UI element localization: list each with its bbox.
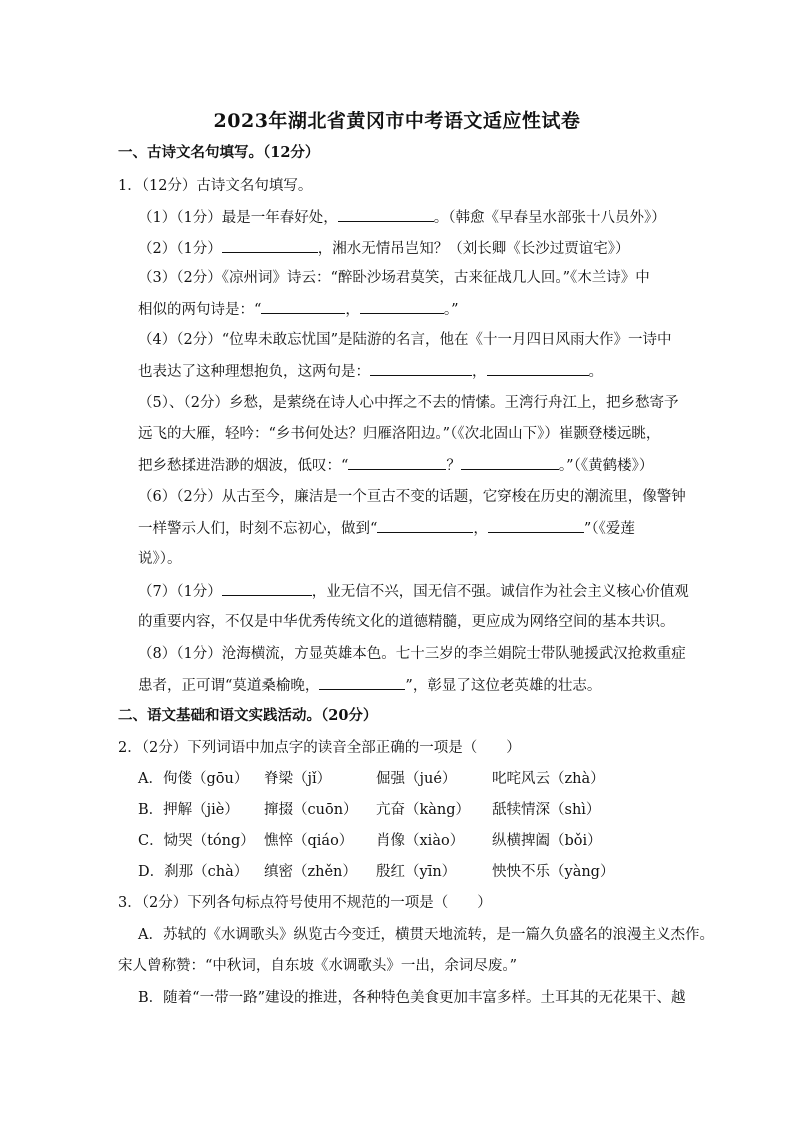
q1-sub-5-source: 。”（《黄鹤楼》） bbox=[558, 458, 654, 474]
answer-blank[interactable] bbox=[319, 675, 405, 690]
comma: ， bbox=[345, 302, 360, 318]
q1-sub-2-text: ，湘水无情吊岂知？（刘长卿《长沙过贾谊宅》） bbox=[317, 241, 630, 257]
question-2-stem: 2．（2分）下列词语中加点字的读音全部正确的一项是（ ） bbox=[118, 740, 521, 756]
q1-sub-4-line-1: （4）（2分）“位卑未敢忘忧国”是陆游的名言，他在《十一月四日风雨大作》一诗中 bbox=[138, 332, 672, 348]
option-word: 撺掇（cuōn） bbox=[264, 802, 358, 818]
q3-option-a-line-2: 宋人曾称赞：“中秋词，自东坡《水调歌头》一出，余词尽废。” bbox=[118, 958, 518, 974]
q1-sub-3-prompt: 相似的两句诗是：“ bbox=[138, 302, 262, 318]
option-word: A．佝偻（gōu） bbox=[138, 771, 249, 787]
q3-option-a-line-1[interactable]: A．苏轼的《水调歌头》纵览古今变迁，横贯天地流转，是一篇久负盛名的浪漫主义杰作。 bbox=[138, 927, 714, 943]
option-word: 怏怏不乐（yàng） bbox=[492, 864, 615, 880]
page-title: 2023年湖北省黄冈市中考语文适应性试卷 bbox=[213, 110, 581, 132]
option-word: 肖像（xiào） bbox=[376, 833, 465, 849]
closing-quote: 。” bbox=[443, 302, 459, 318]
q3-option-b-line-1[interactable]: B．随着“一带一路”建设的推进，各种特色美食更加丰富多样。土耳其的无花果干、越 bbox=[138, 990, 686, 1006]
option-word: 憔悴（qiáo） bbox=[264, 833, 354, 849]
option-word: B．押解（jiè） bbox=[138, 802, 239, 818]
q1-sub-8-text: ”，彰显了这位老英雄的壮志。 bbox=[405, 678, 602, 694]
option-word: 脊梁（jǐ） bbox=[264, 771, 332, 787]
q1-sub-5-line-3 bbox=[138, 455, 653, 476]
option-word: D．刹那（chà） bbox=[138, 864, 249, 880]
q1-sub-7-line-2: 的重要内容，不仅是中华优秀传统文化的道德精髓，更应成为网络空间的基本共识。 bbox=[138, 614, 675, 630]
q1-sub-6-prompt: 一样警示人们，时刻不忘初心，做到“ bbox=[138, 521, 378, 537]
answer-blank[interactable] bbox=[377, 518, 473, 533]
answer-blank[interactable] bbox=[348, 455, 446, 470]
q1-sub-2-label: （2）（1分） bbox=[138, 241, 222, 257]
answer-blank[interactable] bbox=[487, 361, 589, 376]
comma: ， bbox=[473, 521, 488, 537]
answer-blank[interactable] bbox=[261, 299, 345, 314]
q2-option-a[interactable] bbox=[138, 769, 605, 789]
q2-option-d[interactable] bbox=[138, 862, 614, 882]
period: 。 bbox=[588, 364, 603, 380]
option-word: 殷红（yīn） bbox=[376, 864, 457, 880]
option-word: 倔强（jué） bbox=[376, 771, 457, 787]
answer-blank[interactable] bbox=[461, 455, 559, 470]
q1-sub-5-prompt: 把乡愁揉进浩渺的烟波，低叹：“ bbox=[138, 458, 349, 474]
q1-sub-6-line-1: （6）（2分）从古至今，廉洁是一个亘古不变的话题，它穿梭在历史的潮流里，像警钟 bbox=[138, 489, 686, 505]
option-word: C．恸哭（tóng） bbox=[138, 833, 255, 849]
q1-sub-1-source: 。（韩愈《早春呈水部张十八员外》） bbox=[433, 210, 666, 226]
q1-sub-4-line-2 bbox=[138, 361, 603, 382]
q1-sub-7-text: ，业无信不兴，国无信不强。诚信作为社会主义核心价值观 bbox=[311, 584, 689, 600]
q1-sub-4-prompt: 也表达了这种理想抱负，这两句是： bbox=[138, 364, 370, 380]
q1-sub-8-prompt: 患者，正可谓“莫道桑榆晚， bbox=[138, 678, 320, 694]
option-word: 叱咤风云（zhà） bbox=[492, 771, 605, 787]
q2-option-b[interactable] bbox=[138, 800, 600, 820]
comma: ， bbox=[472, 364, 487, 380]
answer-blank[interactable] bbox=[370, 361, 472, 376]
option-word: 缜密（zhěn） bbox=[264, 864, 357, 880]
q1-sub-5-line-2: 远飞的大雁，轻吟：“乡书何处达？归雁洛阳边。”（《次北固山下》）崔颢登楼远眺， bbox=[138, 426, 661, 442]
q1-sub-7-label: （7）（1分） bbox=[138, 584, 222, 600]
q1-sub-8-line-1: （8）（1分）沧海横流，方显英雄本色。七十三岁的李兰娟院士带队驰援武汉抢救重症 bbox=[138, 646, 686, 662]
q1-sub-5-line-1: （5）、（2分）乡愁，是萦绕在诗人心中挥之不去的情愫。王湾行舟江上，把乡愁寄予 bbox=[138, 395, 679, 411]
question-mark: ？ bbox=[446, 458, 461, 474]
answer-blank[interactable] bbox=[338, 207, 434, 222]
q1-sub-3-line-2 bbox=[138, 299, 459, 320]
q1-sub-1 bbox=[138, 207, 666, 228]
q1-sub-8-line-2 bbox=[138, 675, 601, 696]
answer-blank[interactable] bbox=[488, 518, 584, 533]
question-3-stem: 3．（2分）下列各句标点符号使用不规范的一项是（ ） bbox=[118, 895, 492, 911]
q1-sub-7-line-1 bbox=[138, 581, 689, 602]
q2-option-c[interactable] bbox=[138, 831, 602, 851]
q1-sub-2 bbox=[138, 238, 629, 259]
q1-sub-3-line-1: （3）（2分）《凉州词》诗云：“醉卧沙场君莫笑，古来征战几人回。”《木兰诗》中 bbox=[138, 270, 650, 286]
answer-blank[interactable] bbox=[222, 581, 312, 596]
section-2-heading: 二、语文基础和语文实践活动。（20分） bbox=[118, 707, 378, 724]
answer-blank[interactable] bbox=[222, 238, 318, 253]
answer-blank[interactable] bbox=[360, 299, 444, 314]
q1-sub-6-line-2 bbox=[138, 518, 635, 539]
q1-sub-6-source: ”（《爱莲 bbox=[583, 521, 635, 537]
option-word: 亢奋（kàng） bbox=[376, 802, 471, 818]
option-word: 舐犊情深（shì） bbox=[492, 802, 601, 818]
question-1-stem: 1．（12分）古诗文名句填写。 bbox=[118, 178, 313, 194]
q1-sub-1-text: （1）（1分）最是一年春好处， bbox=[138, 210, 338, 226]
option-word: 纵横捭阖（bǒi） bbox=[492, 833, 602, 849]
q1-sub-6-line-3: 说》）。 bbox=[138, 551, 182, 567]
section-1-heading: 一、古诗文名句填写。（12分） bbox=[118, 144, 320, 161]
